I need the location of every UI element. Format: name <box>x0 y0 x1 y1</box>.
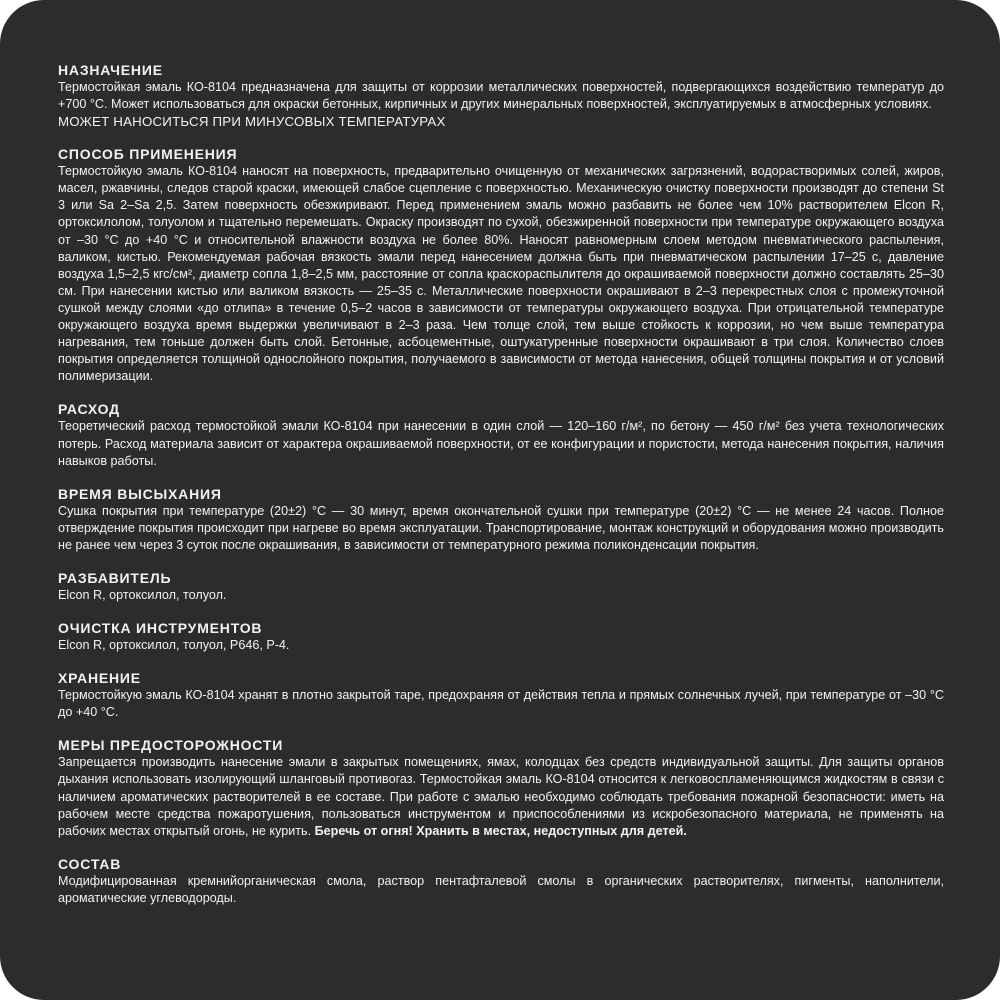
section-heading: СПОСОБ ПРИМЕНЕНИЯ <box>58 146 238 163</box>
precautions-text: Запрещается производить нанесение эмали в закрытых помещениях, ямах, колодцах без средств индивидуальной защиты. Для защиты органов дыхания использовать изолирующий шланговый противогаз. Термостойкая эмаль КО-8104 относится к легковоспламеняющимся жидкостям в связи с наличием ароматических растворителей в ее составе. При работе с эмалью необходимо соблюдать требования пожарной безопасности: иметь на рабочем месте средства пожаротушения, пользоваться инструментом и приспособлениями из искробезопасного материала, не применять на рабочих местах открытый огонь, не курить. <box>58 755 944 838</box>
section-heading: ВРЕМЯ ВЫСЫХАНИЯ <box>58 485 222 502</box>
section-text: Elcon R, ортоксилол, толуол. <box>58 587 227 602</box>
section-tool-cleaning <box>58 620 944 654</box>
section-text: Модифицированная кремнийорганическая смола, раствор пентафталевой смолы в органических растворителях, пигменты, наполнители, ароматические углеводороды. <box>58 873 944 905</box>
section-text: Elcon R, ортоксилол, толуол, Р646, Р-4. <box>58 638 290 653</box>
caps-note: МОЖЕТ НАНОСИТЬСЯ ПРИ МИНУСОВЫХ ТЕМПЕРАТУРАХ <box>58 114 446 130</box>
section-storage <box>58 670 944 721</box>
section-heading: ОЧИСТКА ИНСТРУМЕНТОВ <box>58 620 263 637</box>
section-purpose <box>58 62 944 130</box>
section-drying-time <box>58 486 944 554</box>
section-composition <box>58 856 944 907</box>
precautions-warning: Беречь от огня! Хранить в местах, недоступных для детей. <box>314 823 687 838</box>
section-heading: ХРАНЕНИЕ <box>58 670 141 687</box>
section-thinner <box>58 570 944 604</box>
section-heading: НАЗНАЧЕНИЕ <box>58 62 163 78</box>
section-text: Термостойкая эмаль КО-8104 предназначена для защиты от коррозии металлических поверхностей, подвергающихся воздействию температур до +700 °С. Может использоваться для окраски бетонных, кирпичных и других минеральных поверхностей, эксплуатируемых в атмосферных условиях. <box>58 80 944 112</box>
section-heading: СОСТАВ <box>58 855 122 872</box>
section-text <box>58 754 944 839</box>
section-precautions <box>58 737 944 839</box>
section-text: Термостойкую эмаль КО-8104 хранят в плотно закрытой таре, предохраняя от действия тепла и прямых солнечных лучей, при температуре от –30 °С до +40 °С. <box>58 688 944 720</box>
section-text: Термостойкую эмаль КО-8104 наносят на поверхность, предварительно очищенную от механических загрязнений, водорастворимых солей, жиров, масел, ржавчины, следов старой краски, имеющей слабое сцепление с поверхностью. Механическую очистку поверхности производят до степени St 3 или Sa 2–Sa 2,5. Затем поверхность обезжиривают. Перед применением эмаль можно разбавить не более чем 10% растворителем Elcon R, ортоксилолом, толуолом и тщательно перемешать. Окраску производят по сухой, обезжиренной поверхности при температуре окружающего воздуха от –30 °С до +40 °С и относительной влажности воздуха не более 80%. Наносят равномерным слоем методом пневматического распыления, валиком, кистью. Рекомендуемая рабочая вязкость эмали перед нанесением должна быть при пневматическом распылении 17–25 с, давление воздуха 1,5–2,5 кгс/см², диаметр сопла 1,8–2,5 мм, расстояние от сопла краскораспылителя до окрашиваемой поверхности должно составлять 25–30 см. При нанесении кистью или валиком вязкость — 25–35 с. Металлические поверхности окрашивают в 2–3 перекрестных слоя с промежуточной сушкой между слоями «до отлипа» в течение 0,5–2 часов в зависимости от температуры окружающего воздуха. При отрицательной температуре окружающего воздуха время выдержки увеличивают в 2–3 раза. Чем толще слой, тем выше стойкость к коррозии, но чем выше температура нагревания, тем тоньше должен быть слой. Бетонные, асбоцементные, оштукатуренные поверхности окрашивают в три слоя. Количество слоев покрытия определяется толщиной однослойного покрытия, получаемого в зависимости от метода нанесения, общей толщины покрытия и от условий полимеризации. <box>58 164 944 384</box>
section-text: Сушка покрытия при температуре (20±2) °С — 30 минут, время окончательной сушки при температуре (20±2) °С — не менее 24 часов. Полное отверждение покрытия происходит при нагреве во время эксплуатации. Транспортирование, монтаж конструкций и оборудования можно производить не ранее чем через 3 суток после окрашивания, в зависимости от температурного режима поликонденсации покрытия. <box>58 503 944 552</box>
section-heading: РАЗБАВИТЕЛЬ <box>58 569 172 586</box>
section-heading: РАСХОД <box>58 401 120 418</box>
section-consumption <box>58 401 944 469</box>
section-text: Теоретический расход термостойкой эмали КО-8104 при нанесении в один слой — 120–160 г/м², по бетону — 450 г/м² без учета технологических потерь. Расход материала зависит от характера окрашиваемой поверхности, от ее конфигурации и пористости, метода нанесения покрытия, наличия навыков работы. <box>58 419 944 468</box>
section-heading: МЕРЫ ПРЕДОСТОРОЖНОСТИ <box>58 737 284 754</box>
section-application <box>58 146 944 385</box>
